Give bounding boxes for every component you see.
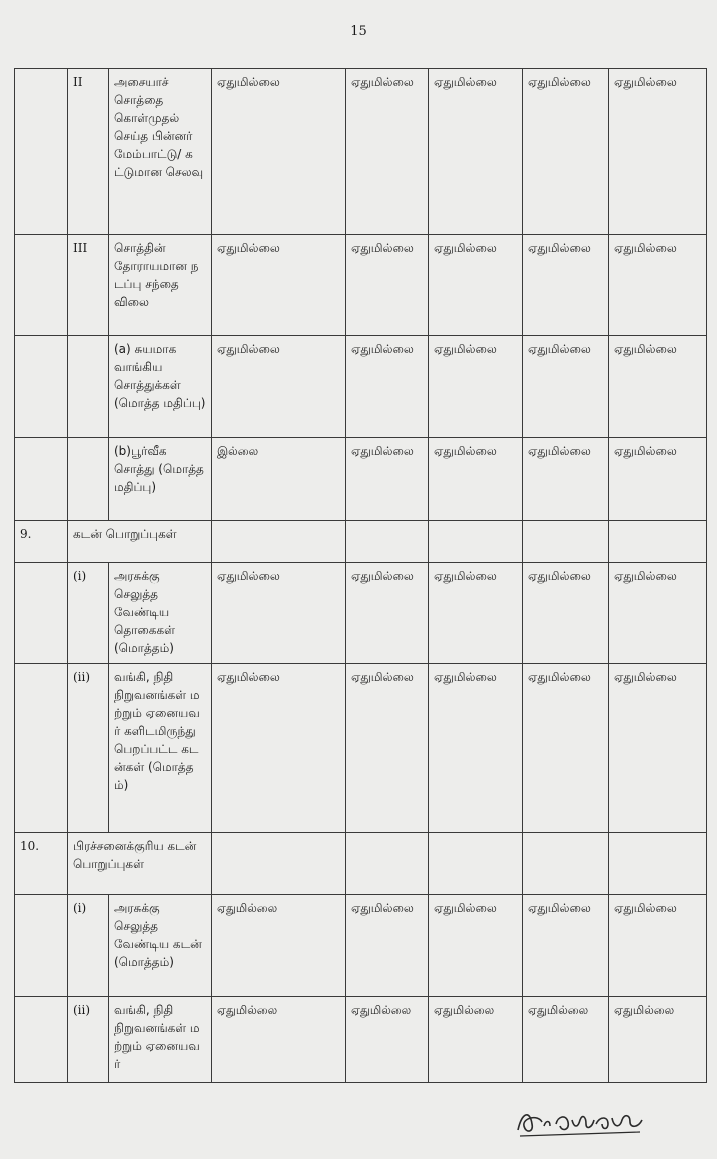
section-number: 10. <box>15 833 68 895</box>
value-cell: ஏதுமில்லை <box>609 438 707 521</box>
value-cell: இல்லை <box>212 438 346 521</box>
value-cell: ஏதுமில்லை <box>346 895 429 997</box>
value-cell: ஏதுமில்லை <box>212 664 346 833</box>
row-sub-number: II <box>68 69 109 235</box>
empty-cell <box>346 521 429 563</box>
value-cell: ஏதுமில்லை <box>523 235 609 336</box>
value-cell: ஏதுமில்லை <box>429 69 523 235</box>
row-number <box>15 336 68 438</box>
row-number <box>15 895 68 997</box>
value-cell: ஏதுமில்லை <box>429 235 523 336</box>
table-row <box>15 664 707 833</box>
value-cell: ஏதுமில்லை <box>212 997 346 1083</box>
table-row <box>15 438 707 521</box>
handwritten-signature-icon <box>512 1102 652 1142</box>
row-sub-number: (ii) <box>68 997 109 1083</box>
value-cell: ஏதுமில்லை <box>429 997 523 1083</box>
value-cell: ஏதுமில்லை <box>523 895 609 997</box>
section-number: 9. <box>15 521 68 563</box>
row-sub-number: (i) <box>68 563 109 664</box>
row-number <box>15 664 68 833</box>
value-cell: ஏதுமில்லை <box>346 563 429 664</box>
empty-cell <box>212 521 346 563</box>
empty-cell <box>609 521 707 563</box>
asset-liability-table <box>14 68 707 1083</box>
table-row <box>15 563 707 664</box>
row-sub-number: III <box>68 235 109 336</box>
value-cell: ஏதுமில்லை <box>523 664 609 833</box>
row-label: அரசுக்கு செலுத்த வேண்டிய கடன் (மொத்தம்) <box>109 895 212 997</box>
row-label: சொத்தின் தோராயமான நடப்பு சந்தை விலை <box>109 235 212 336</box>
table-row <box>15 895 707 997</box>
value-cell: ஏதுமில்லை <box>346 336 429 438</box>
value-cell: ஏதுமில்லை <box>429 438 523 521</box>
value-cell: ஏதுமில்லை <box>609 895 707 997</box>
value-cell: ஏதுமில்லை <box>609 664 707 833</box>
value-cell: ஏதுமில்லை <box>609 69 707 235</box>
signature <box>512 1102 652 1146</box>
row-number <box>15 997 68 1083</box>
row-label: (b)பூர்வீக சொத்து (மொத்த மதிப்பு) <box>109 438 212 521</box>
value-cell: ஏதுமில்லை <box>429 563 523 664</box>
value-cell: ஏதுமில்லை <box>346 997 429 1083</box>
value-cell: ஏதுமில்லை <box>609 997 707 1083</box>
value-cell: ஏதுமில்லை <box>523 997 609 1083</box>
value-cell: ஏதுமில்லை <box>429 664 523 833</box>
value-cell: ஏதுமில்லை <box>212 336 346 438</box>
empty-cell <box>523 833 609 895</box>
table-row <box>15 235 707 336</box>
row-sub-number: (ii) <box>68 664 109 833</box>
row-label: (a) சுயமாக வாங்கிய சொத்துக்கள் (மொத்த மதிப்பு) <box>109 336 212 438</box>
row-sub-number: (i) <box>68 895 109 997</box>
value-cell: ஏதுமில்லை <box>212 895 346 997</box>
empty-cell <box>346 833 429 895</box>
row-number <box>15 235 68 336</box>
row-number <box>15 438 68 521</box>
table-row <box>15 521 707 563</box>
row-label: அசையாச் சொத்தை கொள்முதல் செய்த பின்னர் மேம்பாட்டு/ கட்டுமான செலவு <box>109 69 212 235</box>
value-cell: ஏதுமில்லை <box>346 235 429 336</box>
row-sub-number <box>68 438 109 521</box>
empty-cell <box>429 521 523 563</box>
row-label: வங்கி, நிதி நிறுவனங்கள் மற்றும் ஏனையவர் <box>109 997 212 1083</box>
value-cell: ஏதுமில்லை <box>429 336 523 438</box>
section-label: பிரச்சனைக்குரிய கடன் பொறுப்புகள் <box>68 833 212 895</box>
empty-cell <box>429 833 523 895</box>
value-cell: ஏதுமில்லை <box>523 438 609 521</box>
value-cell: ஏதுமில்லை <box>346 69 429 235</box>
value-cell: ஏதுமில்லை <box>212 235 346 336</box>
value-cell: ஏதுமில்லை <box>609 563 707 664</box>
value-cell: ஏதுமில்லை <box>212 563 346 664</box>
value-cell: ஏதுமில்லை <box>609 235 707 336</box>
empty-cell <box>523 521 609 563</box>
value-cell: ஏதுமில்லை <box>212 69 346 235</box>
table-row <box>15 336 707 438</box>
value-cell: ஏதுமில்லை <box>346 438 429 521</box>
value-cell: ஏதுமில்லை <box>346 664 429 833</box>
section-label: கடன் பொறுப்புகள் <box>68 521 212 563</box>
table-row <box>15 997 707 1083</box>
page-number: 15 <box>350 24 367 39</box>
value-cell: ஏதுமில்லை <box>429 895 523 997</box>
empty-cell <box>212 833 346 895</box>
row-number <box>15 69 68 235</box>
empty-cell <box>609 833 707 895</box>
value-cell: ஏதுமில்லை <box>523 563 609 664</box>
row-sub-number <box>68 336 109 438</box>
row-label: வங்கி, நிதி நிறுவனங்கள் மற்றும் ஏனையவர் களிடமிருந்து பெறப்பட்ட கடன்கள் (மொத்தம்) <box>109 664 212 833</box>
value-cell: ஏதுமில்லை <box>523 336 609 438</box>
value-cell: ஏதுமில்லை <box>609 336 707 438</box>
table-row <box>15 69 707 235</box>
table-row <box>15 833 707 895</box>
value-cell: ஏதுமில்லை <box>523 69 609 235</box>
row-label: அரசுக்கு செலுத்த வேண்டிய தொகைகள் (மொத்தம்) <box>109 563 212 664</box>
row-number <box>15 563 68 664</box>
